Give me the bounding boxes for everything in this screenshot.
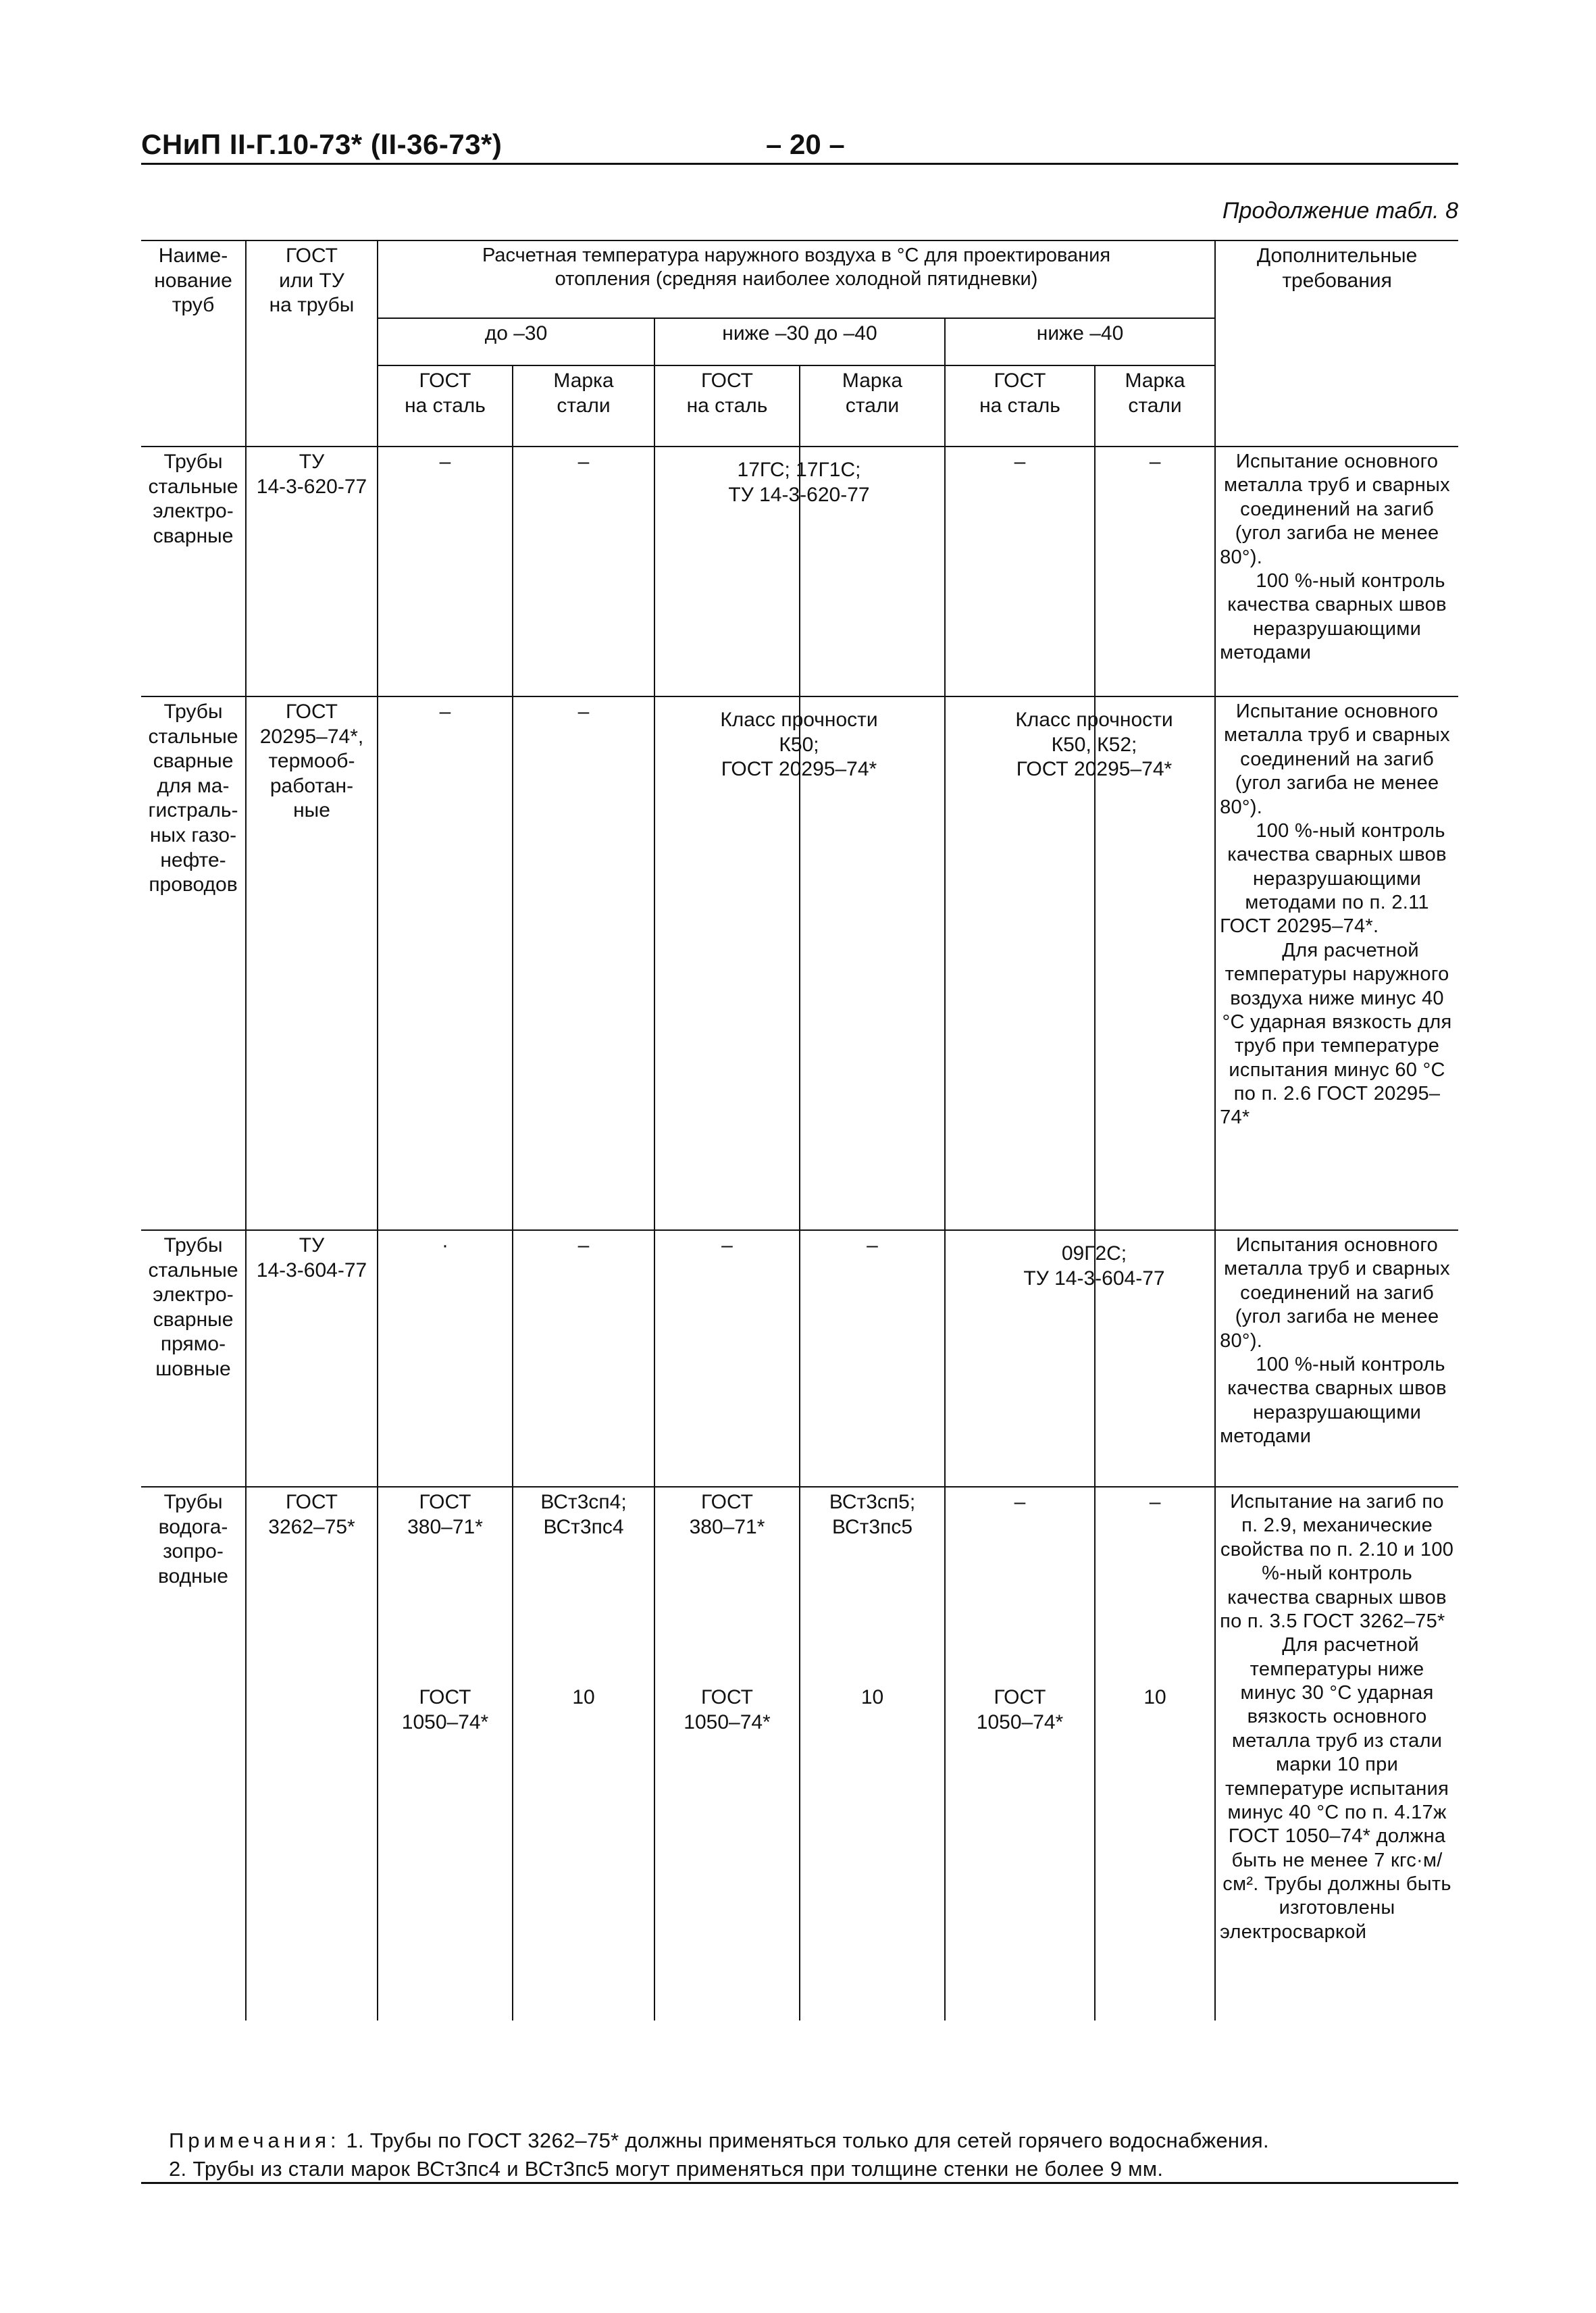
row-extra: Испытание основного металла труб и сварных соединений на загиб (угол загиба не менее 80°). 100 %-ный контроль качества сварных швов неразрушающими методами	[1220, 451, 1450, 663]
table-row	[141, 1230, 1458, 1487]
row-name: Трубы стальные электро- сварные прямо- шовные	[141, 1230, 246, 1487]
table-row	[141, 447, 1458, 696]
row-extra: Испытания основного металла труб и сварных соединений на загиб (угол загиба не менее 80°). 100 %-ный контроль качества сварных швов неразрушающими методами	[1215, 1230, 1458, 1487]
cell-value: ГОСТ 380–71*	[654, 1487, 800, 1683]
row-gost: ГОСТ 20295–74*, термооб- работан- ные	[246, 696, 378, 1230]
cell-value: –	[378, 447, 513, 696]
header-range-2: ниже –30 до –40	[654, 318, 945, 365]
row-name: Трубы водога- зопро- водные	[141, 1487, 246, 2020]
table-caption: Продолжение табл. 8	[1222, 198, 1458, 224]
cell-value: –	[513, 447, 654, 696]
table-row	[141, 696, 1458, 1230]
cell-value: ГОСТ 380–71*	[378, 1487, 513, 1683]
cell-value: –	[945, 447, 1095, 696]
cell-value: ВСт3сп5; ВСт3пс5	[800, 1487, 945, 1683]
header-sub-gost: ГОСТ на сталь	[654, 365, 800, 447]
cell-value: ГОСТ 1050–74*	[945, 1683, 1095, 2020]
header-sub-mark: Марка стали	[1095, 365, 1215, 447]
document-code: СНиП II-Г.10-73* (II-36-73*)	[141, 128, 503, 160]
cell-spanned-value: Класс прочности К50; ГОСТ 20295–74*	[654, 696, 800, 1230]
header-sub-gost: ГОСТ на сталь	[378, 365, 513, 447]
header-temperature-group: Расчетная температура наружного воздуха в °С для проектирования отопления (средняя наиболее холодной пятидневки)	[378, 240, 1215, 318]
cell-value: –	[800, 1230, 945, 1487]
footer-rule	[141, 2182, 1458, 2184]
row-gost: ТУ 14-3-604-77	[246, 1230, 378, 1487]
cell-spanned-value: 17ГС; 17Г1С; ТУ 14-3-620-77	[654, 447, 800, 696]
table-row	[141, 1487, 1458, 1683]
cell-value: –	[513, 696, 654, 1230]
cell-value: ГОСТ 1050–74*	[654, 1683, 800, 2020]
row-name: Трубы стальные электро- сварные	[141, 447, 246, 696]
header-sub-mark: Марка стали	[513, 365, 654, 447]
cell-value: –	[378, 696, 513, 1230]
table-container	[141, 240, 1458, 2020]
header-sub-mark: Марка стали	[800, 365, 945, 447]
note-2: 2. Трубы из стали марок ВСт3пс4 и ВСт3пс5 могут применяться при толщине стенки не более 9 мм.	[169, 2157, 1164, 2181]
row-name: Трубы стальные сварные для ма- гистраль- ных газо- нефте- проводов	[141, 696, 246, 1230]
row-gost: ГОСТ 3262–75*	[246, 1487, 378, 2020]
header-range-3: ниже –40	[945, 318, 1215, 365]
cell-value: –	[654, 1230, 800, 1487]
header-range-1: до –30	[378, 318, 654, 365]
cell-value: ВСт3сп4; ВСт3пс4	[513, 1487, 654, 1683]
pipes-table	[141, 240, 1458, 2020]
cell-spanned-value: Класс прочности К50, К52; ГОСТ 20295–74*	[945, 696, 1095, 1230]
cell-value: 10	[513, 1683, 654, 2020]
header-sub-gost: ГОСТ на сталь	[945, 365, 1095, 447]
cell-value: –	[945, 1487, 1095, 1683]
cell-value: ·	[378, 1230, 513, 1487]
cell-value: –	[513, 1230, 654, 1487]
header-gost: ГОСТ или ТУ на трубы	[246, 240, 378, 447]
row-gost: ТУ 14-3-620-77	[246, 447, 378, 696]
header-name: Наиме- нование труб	[141, 240, 246, 447]
note-1: Примечания: 1. Трубы по ГОСТ 3262–75* должны применяться только для сетей горячего водоснабжения.	[169, 2129, 1269, 2152]
row-extra: Испытание на загиб по п. 2.9, механические свойства по п. 2.10 и 100 %-ный контроль качества сварных швов по п. 3.5 ГОСТ 3262–75* Для расчетной температуры ниже минус 30 °С ударная вязкость основного металла труб из стали марки 10 при температуре испытания минус 40 °С по п. 4.17ж ГОСТ 1050–74* должна быть не менее 7 кгс·м/см². Трубы должны быть изготовлены электросваркой	[1215, 1487, 1458, 2020]
cell-value: 10	[800, 1683, 945, 2020]
table-notes	[169, 2127, 1269, 2183]
cell-spanned-value: 09Г2С; ТУ 14-3-604-77	[945, 1230, 1095, 1487]
page-number: – 20 –	[766, 128, 845, 160]
cell-value: –	[1095, 447, 1215, 696]
cell-value: –	[1095, 1487, 1215, 1683]
header-extra: Дополнительные требования	[1215, 240, 1458, 447]
header-rule	[141, 163, 1458, 165]
cell-value: 10	[1095, 1683, 1215, 2020]
cell-value: ГОСТ 1050–74*	[378, 1683, 513, 2020]
row-extra: Испытание основного металла труб и сварных соединений на загиб (угол загиба не менее 80°). 100 %-ный контроль качества сварных швов неразрушающими методами по п. 2.11 ГОСТ 20295–74*. Для расчетной температуры наружного воздуха ниже минус 40 °С ударная вязкость для труб при температуре испытания минус 60 °С по п. 2.6 ГОСТ 20295–74*	[1215, 696, 1458, 1230]
